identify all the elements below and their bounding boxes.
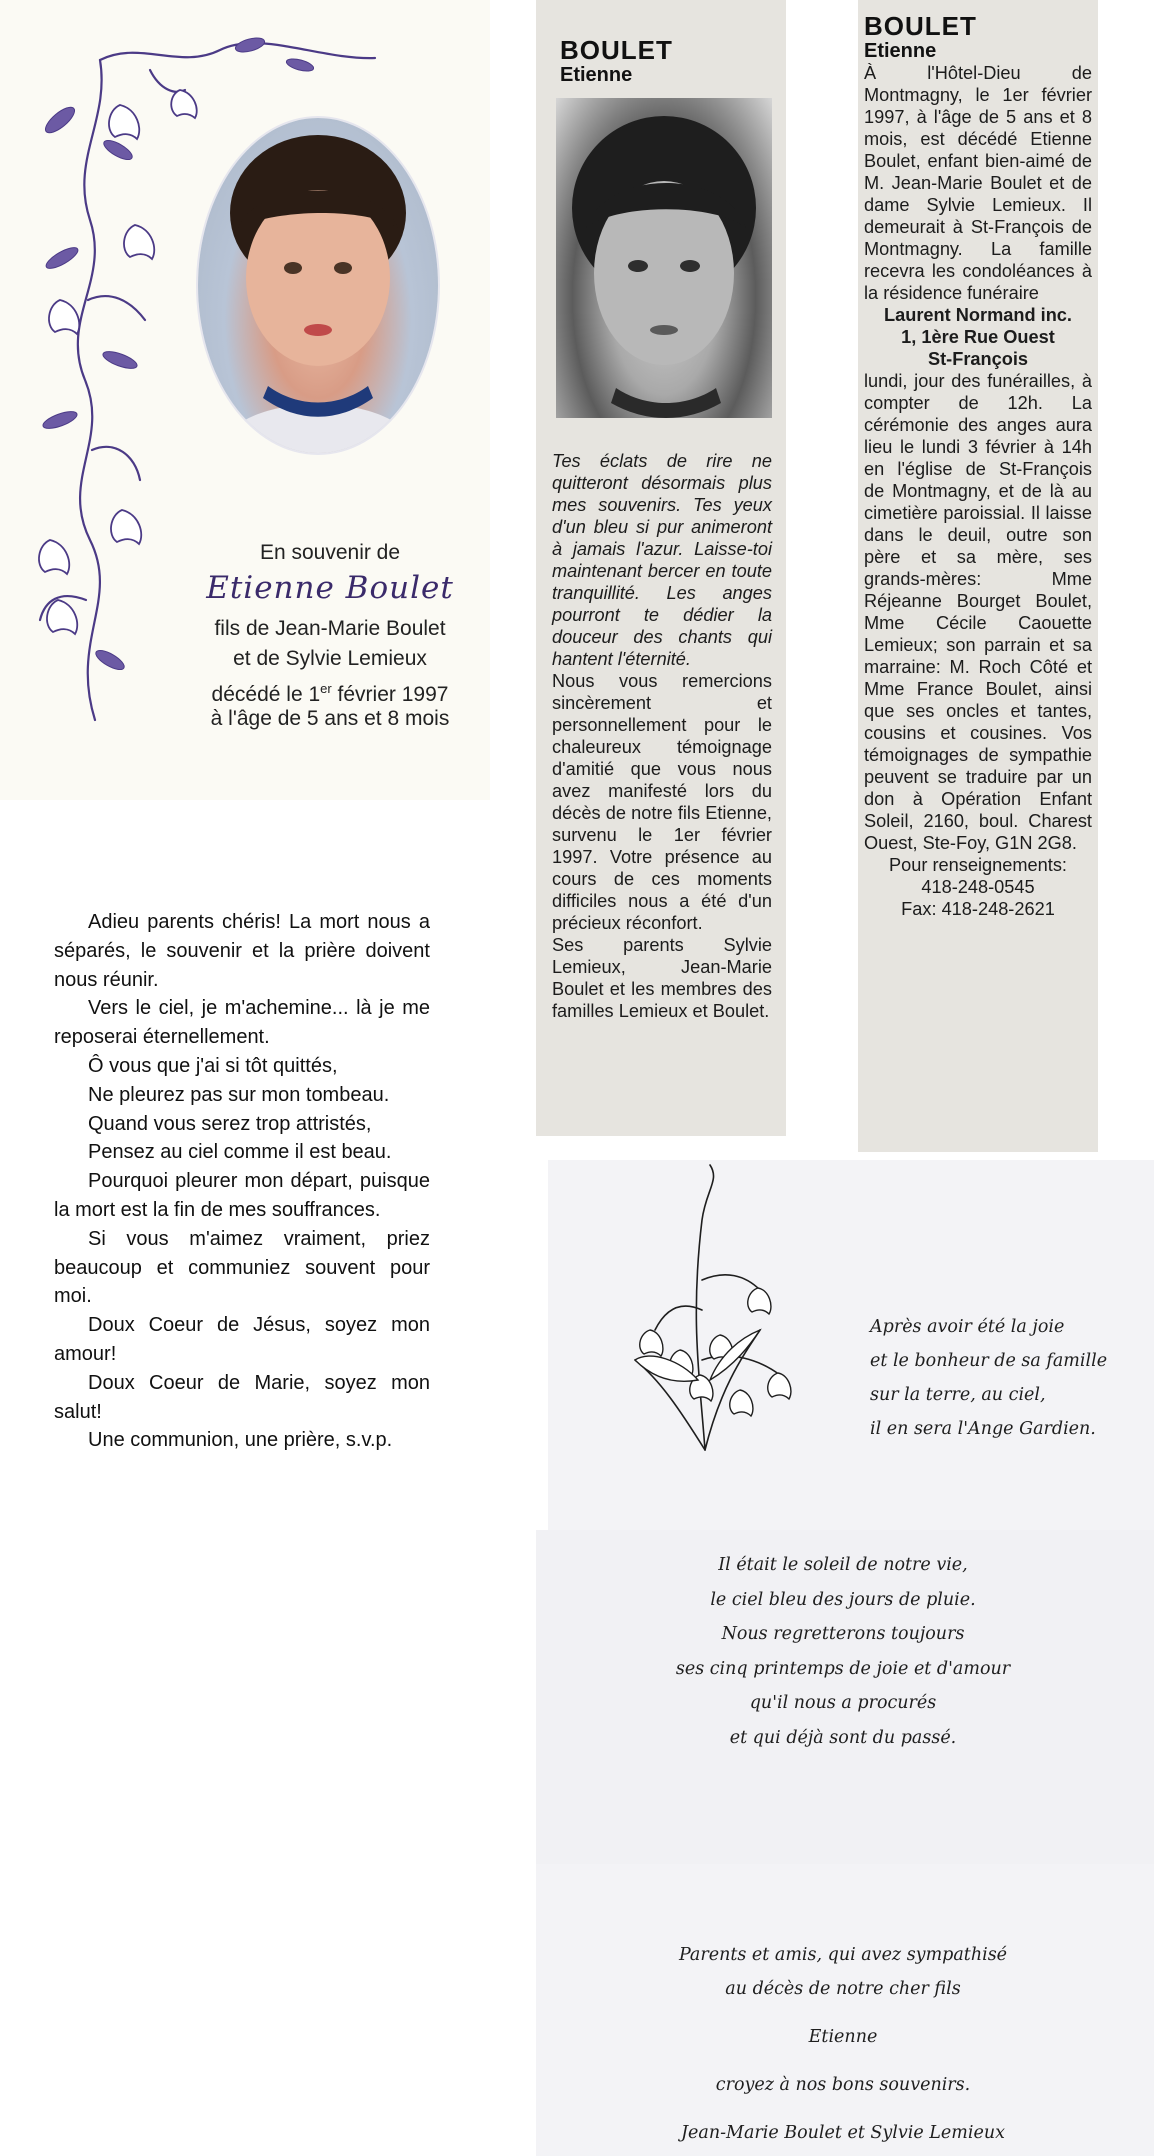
verse2-line: qu'il nous a procurés [749,1693,937,1713]
verse2-line: ses cinq printemps de joie et d'amour [675,1658,1011,1679]
newspaper-clipping-thanks [536,0,786,1136]
poem-line: Quand vous serez trop attristés, [88,1112,372,1135]
verse1-line: sur la terre, au ciel, [870,1385,1046,1405]
verse2-line: Nous regretterons toujours [721,1624,965,1644]
verse1-line: il en sera l'Ange Gardien. [870,1419,1096,1439]
card-death-date: décédé le 1er février 1997 [211,681,449,706]
portrait-silhouette [198,118,438,453]
closing-name: Etienne [808,2027,878,2047]
clip2-phone: 418-248-0545 [921,877,1035,897]
lily-of-the-valley-illustration [610,1160,800,1460]
newspaper-clipping-obituary [858,0,1098,1152]
clip1-portrait-photo [556,98,772,418]
card-father-line: fils de Jean-Marie Boulet [214,617,446,640]
clip2-funeral-home-name: Laurent Normand inc. [884,305,1072,325]
verse2-line: le ciel bleu des jours de pluie. [710,1589,976,1610]
poem-line: Vers le ciel, je m'achemine... là je me reposerai éternellement. [54,997,430,1049]
poem-line: Pourquoi pleurer mon départ, puisque la mort est la fin de mes souffrances. [54,1170,430,1221]
clip2-surname: BOULET [864,11,977,41]
poem-line: Ne pleurez pas sur mon tombeau. [88,1083,390,1106]
closing-line-3: croyez à nos bons souvenirs. [715,2075,971,2095]
verse1-line: Après avoir été la joie [870,1317,1065,1337]
card-souvenir-line: En souvenir de [259,541,401,564]
lily-verse-1 [870,1310,1154,1446]
poem-line: Une communion, une prière, s.v.p. [88,1429,393,1452]
poem-line: Doux Coeur de Jésus, soyez mon amour! [54,1314,430,1365]
clip2-fax: Fax: 418-248-2621 [901,899,1055,919]
clip1-firstname: Etienne [560,64,633,86]
poem-line: Si vous m'aimez vraiment, priez beaucoup et communiez souvent pour moi. [54,1227,430,1308]
clip1-body [552,450,772,1022]
clip1-poem-text: Tes éclats de rire ne quitteront désormais plus mes souvenirs. Tes yeux d'un bleu si pur animeront à jamais l'azur. Laisse-toi maintenant bercer en toute tranquillité. Les anges pourront te dédier la douceur des chants qui hantent l'éternité. [552,451,772,669]
card-mother-line: et de Sylvie Lemieux [233,647,427,670]
verse2-line: et qui déjà sont du passé. [729,1727,957,1748]
closing-line-2: au décès de notre cher fils [725,1979,961,1999]
clip1-portrait-silhouette [556,98,772,418]
clip2-firstname: Etienne [864,40,937,62]
lily-verse-2 [548,1548,1138,1755]
clip2-body [864,62,1092,920]
clip2-text-part2: lundi, jour des funérailles, à compter de 12h. La cérémonie des anges aura lieu le lundi 3 février à 14h en l'église de St-François de Montmagny, et de là au cimetière paroissial. Il laisse dans le deuil, outre son père et sa mère, ses grands-mères: Mme Réjeanne Bourget Boulet, Mme Cécile Caouette Lemieux; son parrain et sa marraine: M. Roch Côté et Mme France Boulet, ainsi que ses oncles et tantes, cousins et cousines. Vos témoignages de sympathie peuvent se traduire par un don à Opération Enfant Soleil, 2160, boul. Charest Ouest, Ste-Foy, G1N 2G8. [864,371,1092,853]
clip2-funeral-home-city: St-François [927,349,1029,369]
closing-line-1: Parents et amis, qui avez sympathisé [678,1945,1008,1965]
clip1-signature-text: Ses parents Sylvie Lemieux, Jean-Marie Boulet et les membres des familles Lemieux et Boulet. [552,935,772,1021]
clip2-funeral-home-address: 1, 1ère Rue Ouest [901,327,1055,347]
lily-card-panel-bottom [536,1864,1154,2156]
poem-line: Adieu parents chéris! La mort nous a séparés, le souvenir et la prière doivent nous réunir. [54,911,430,991]
card-deceased-name: Etienne Boulet [206,570,454,606]
clip2-text-part1: À l'Hôtel-Dieu de Montmagny, le 1er février 1997, à l'âge de 5 ans et 8 mois, est décédé Etienne Boulet, enfant bien-aimé de M. Jean-Marie Boulet et de dame Sylvie Lemieux. Il demeurait à St-François de Montmagny. La famille recevra les condoléances à la résidence funéraire [864,63,1092,303]
verse2-line: Il était le soleil de notre vie, [718,1555,968,1575]
card-age-line: à l'âge de 5 ans et 8 mois [210,707,450,730]
child-portrait-photo [198,118,438,453]
clip1-thanks-text: Nous vous remercions sincèrement et personnellement pour le chaleureux témoignage d'amitié que vous nous avez manifesté lors du décès de notre fils Etienne, survenu le 1er février 1997. Votre présence au cours de ces moments difficiles nous a été d'un précieux réconfort. [552,671,772,933]
verse1-line: et le bonheur de sa famille [870,1351,1108,1371]
farewell-poem [54,908,430,1455]
clip2-info-label: Pour renseignements: [889,855,1067,875]
closing-signature: Jean-Marie Boulet et Sylvie Lemieux [681,2123,1005,2143]
clip1-surname: BOULET [560,35,673,65]
memorial-card [0,0,490,800]
poem-line: Ô vous que j'ai si tôt quittés, [88,1054,338,1077]
poem-line: Pensez au ciel comme il est beau. [88,1141,392,1164]
poem-line: Doux Coeur de Marie, soyez mon salut! [54,1371,430,1423]
